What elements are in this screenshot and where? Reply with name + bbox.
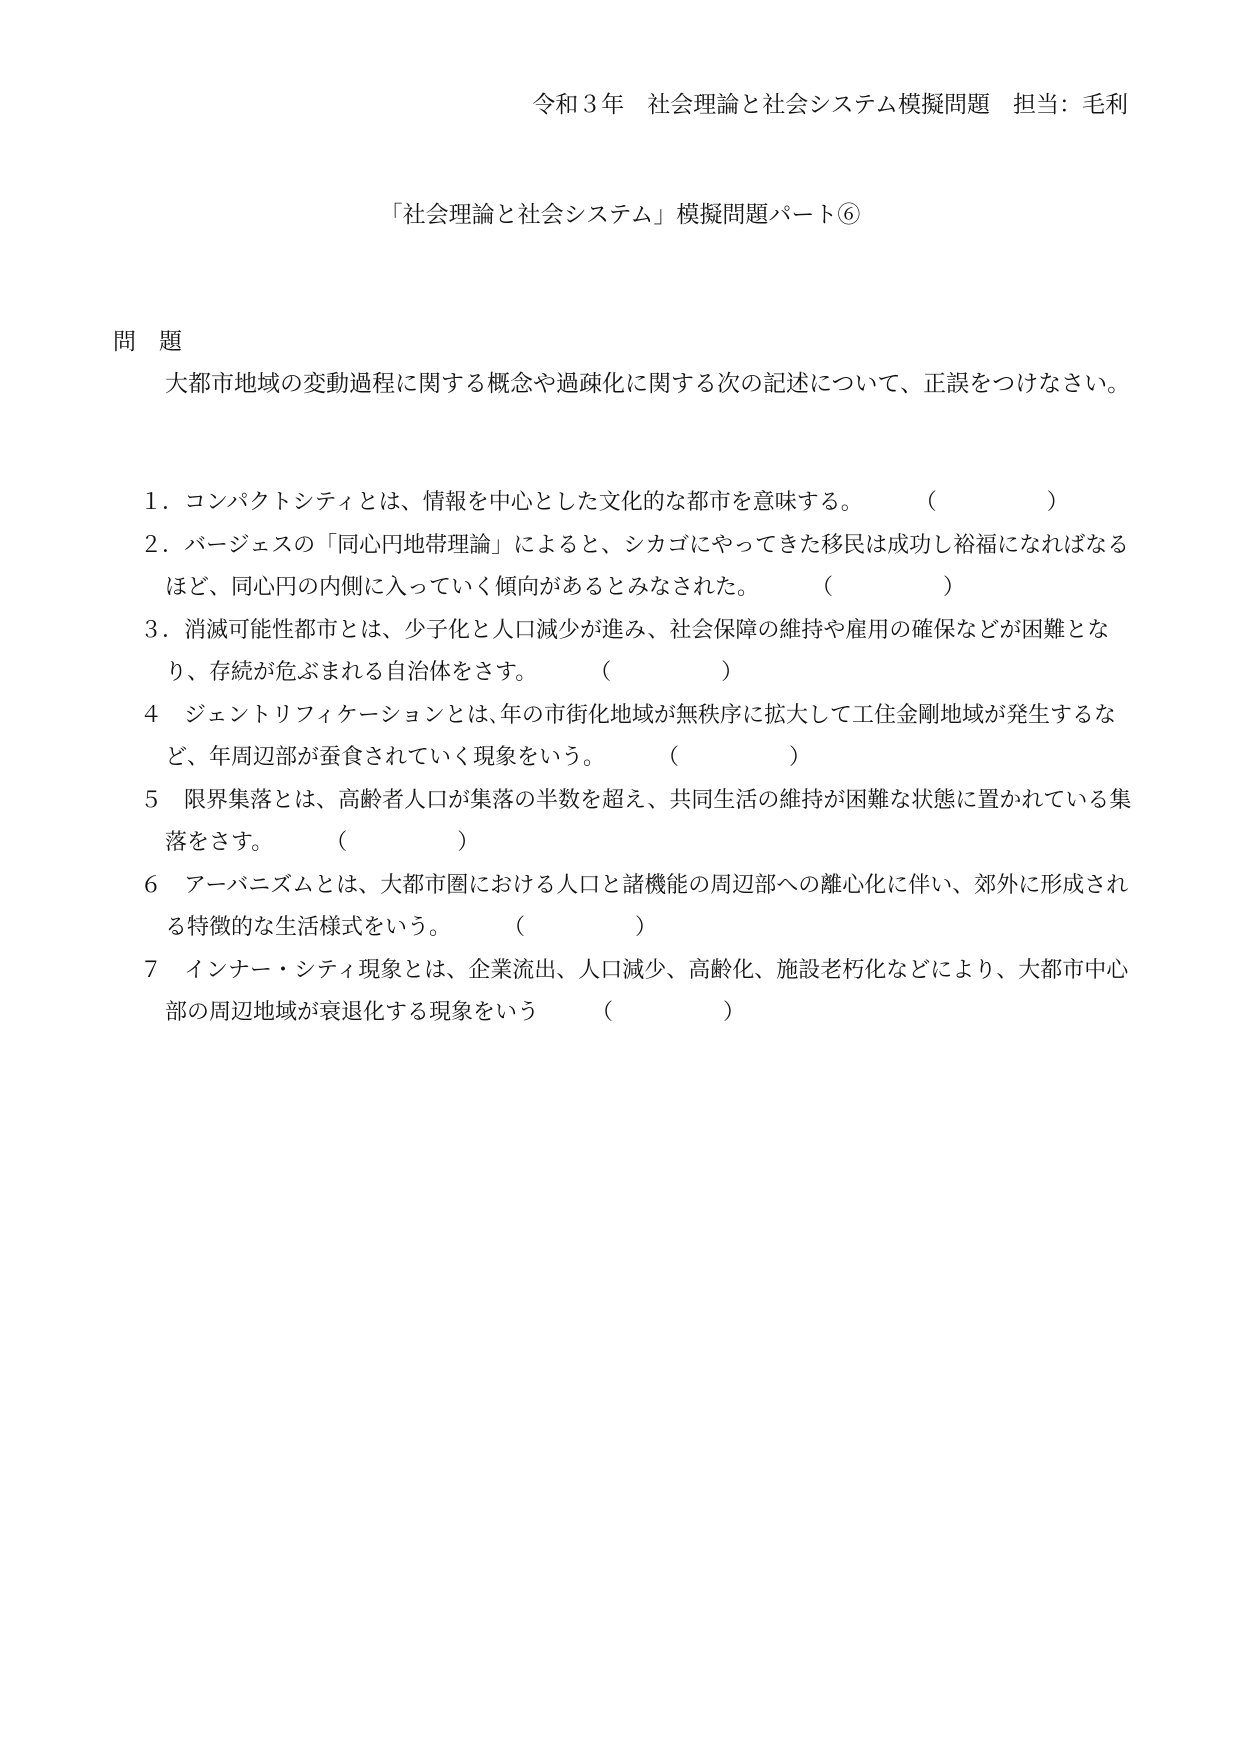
question-number: ４: [140, 703, 185, 728]
question-text: バージェスの「同心円地帯理論」によると、シカゴにやってきた移民は成功し裕福になればなるほど、同心円の内側に入っていく傾向があるとみなされた。: [165, 533, 1130, 600]
answer-blank[interactable]: （ ）: [914, 490, 1069, 515]
question-item: [140, 865, 1135, 949]
question-number: ５: [140, 788, 185, 813]
question-text: インナー・シティ現象とは、企業流出、人口減少、高齢化、施設老朽化などにより、大都市中心部の周辺地域が衰退化する現象をいう: [165, 958, 1129, 1025]
question-number: ２．: [140, 533, 185, 558]
question-list: [140, 482, 1135, 1035]
question-text: アーバニズムとは、大都市圏における人口と諸機能の周辺部への離心化に伴い、郊外に形成される特徴的な生活様式をいう。: [165, 873, 1129, 940]
question-item: [140, 950, 1135, 1034]
course-header: 令和３年 社会理論と社会システム模擬問題 担当：毛利: [532, 92, 1128, 118]
question-text: コンパクトシティとは、情報を中心とした文化的な都市を意味する。: [184, 490, 863, 515]
page-title: 「社会理論と社会システム」模擬問題パート⑥: [379, 202, 861, 228]
question-number: ７: [140, 958, 185, 983]
question-text: ジェントリフィケーションとは､年の市街化地域が無秩序に拡大して工住金剛地域が発生するなど、年周辺部が蚕食されていく現象をいう。: [165, 703, 1116, 770]
question-number: ３．: [140, 618, 185, 643]
answer-blank[interactable]: （ ）: [503, 915, 658, 940]
question-item: [140, 610, 1135, 694]
question-number: ６: [140, 873, 185, 898]
instruction-text: 大都市地域の変動過程に関する概念や過疎化に関する次の記述について、正誤をつけなさい。: [165, 371, 1131, 397]
question-text: 消滅可能性都市とは、少子化と人口減少が進み、社会保障の維持や雇用の確保などが困難となり、存続が危ぶまれる自治体をさす。: [165, 618, 1110, 685]
question-item: [140, 695, 1135, 779]
question-item: [140, 482, 1135, 524]
answer-blank[interactable]: （ ）: [591, 1000, 746, 1025]
question-item: [140, 525, 1135, 609]
question-text: 限界集落とは、高齢者人口が集落の半数を超え、共同生活の維持が困難な状態に置かれている集落をさす。: [165, 788, 1132, 855]
section-label: 問 題: [113, 329, 182, 355]
answer-blank[interactable]: （ ）: [657, 745, 812, 770]
answer-blank[interactable]: （ ）: [589, 660, 744, 685]
question-item: [140, 780, 1135, 864]
question-number: １．: [140, 490, 185, 515]
answer-blank[interactable]: （ ）: [325, 830, 480, 855]
answer-blank[interactable]: （ ）: [811, 575, 966, 600]
